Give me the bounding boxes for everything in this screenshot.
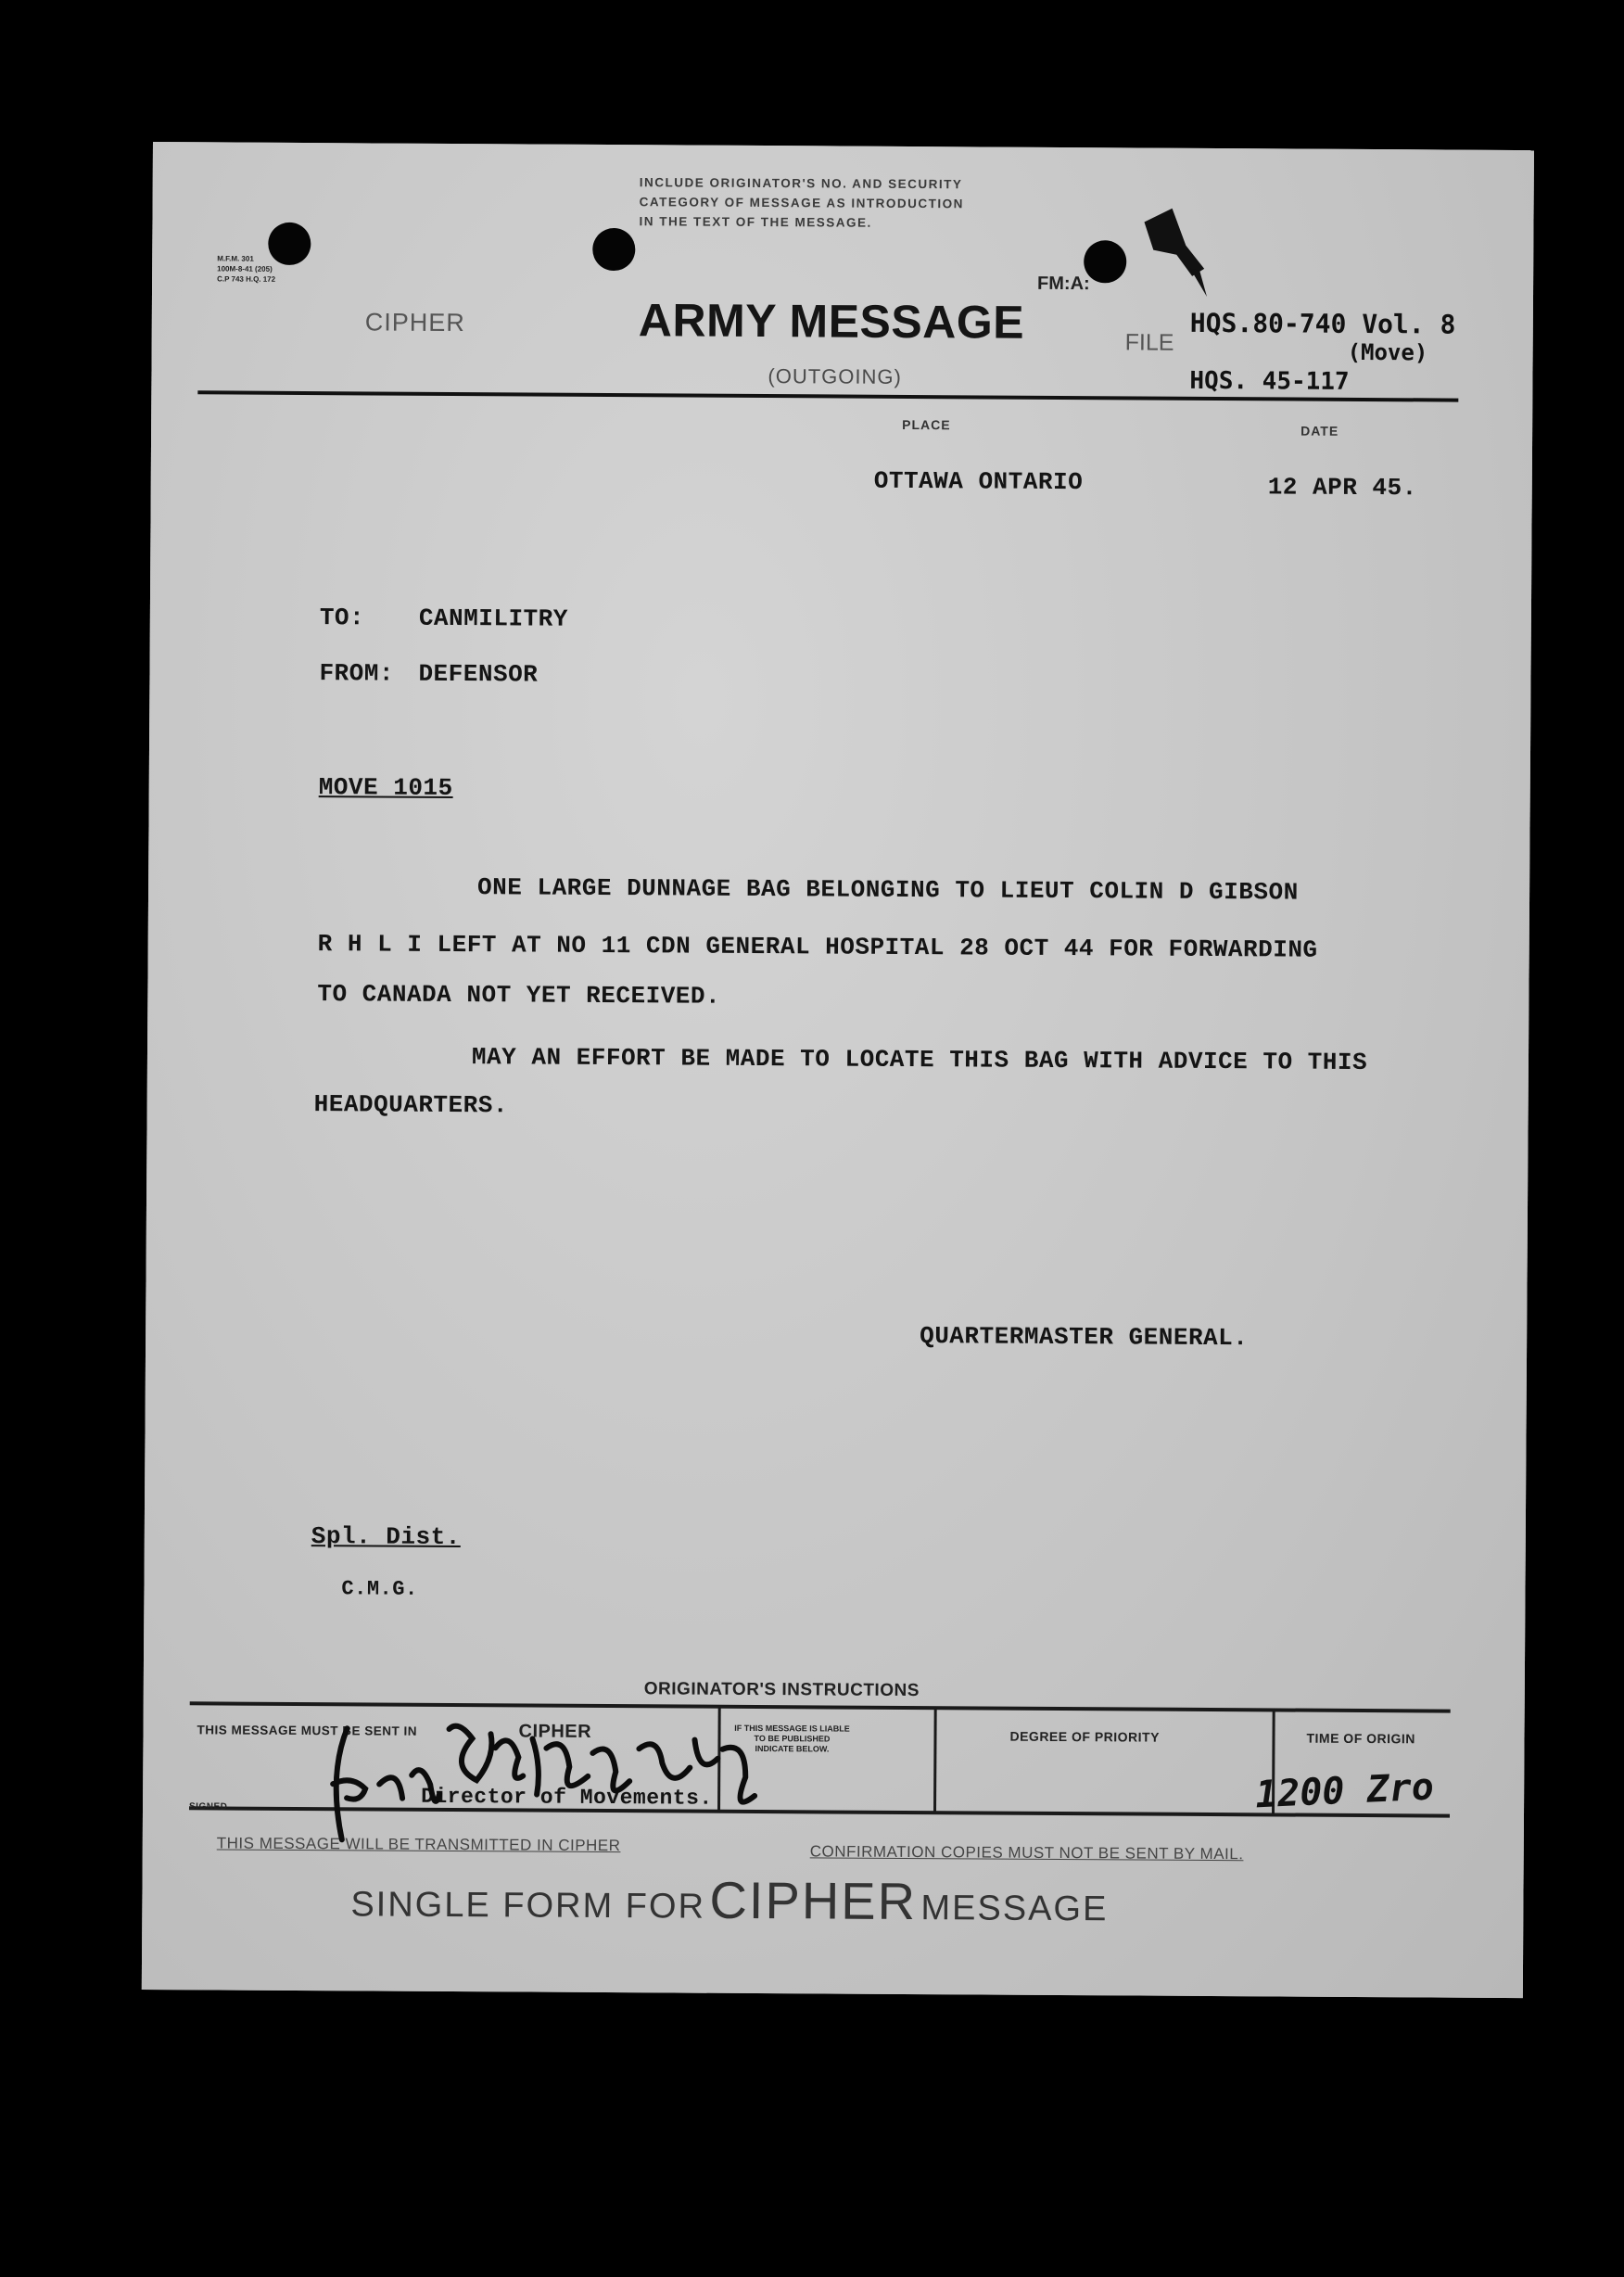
confirmation-note: CONFIRMATION COPIES MUST NOT BE SENT BY MAIL. bbox=[809, 1842, 1244, 1864]
message-line: HEADQUARTERS. bbox=[313, 1090, 509, 1120]
message-line: TO CANADA NOT YET RECEIVED. bbox=[317, 980, 721, 1011]
publish-note: IF THIS MESSAGE IS LIABLE TO BE PUBLISHED INDICATE BELOW. bbox=[734, 1723, 850, 1754]
punch-hole bbox=[592, 228, 635, 271]
message-reference: MOVE 1015 bbox=[318, 773, 453, 802]
arrow-stamp-icon bbox=[1135, 203, 1210, 305]
distribution-value: C.M.G. bbox=[341, 1577, 418, 1601]
punch-hole bbox=[1084, 240, 1126, 283]
message-line: ONE LARGE DUNNAGE BAG BELONGING TO LIEUT COLIN D GIBSON bbox=[477, 873, 1299, 907]
distribution-label: Spl. Dist. bbox=[311, 1522, 461, 1552]
file-label: FILE bbox=[1124, 329, 1174, 356]
priority-label: DEGREE OF PRIORITY bbox=[1009, 1728, 1161, 1745]
form-footer-title: SINGLE FORM FOR CIPHER MESSAGE bbox=[350, 1870, 1109, 1931]
send-method-value: CIPHER bbox=[518, 1721, 592, 1742]
message-line: R H L I LEFT AT NO 11 CDN GENERAL HOSPITAL 28 OCT 44 FOR FORWARDING bbox=[317, 930, 1318, 964]
place-label: PLACE bbox=[902, 416, 951, 433]
form-title: ARMY MESSAGE bbox=[638, 294, 1025, 349]
form-subtitle: (OUTGOING) bbox=[768, 364, 902, 388]
security-instruction-note: INCLUDE ORIGINATOR'S NO. AND SECURITY CATEGORY OF MESSAGE AS INTRODUCTION IN THE TEXT OF THE MESSAGE. bbox=[639, 175, 964, 230]
signed-label: SIGNED bbox=[188, 1801, 228, 1813]
file-ref-secondary: HQS. 45-117 bbox=[1189, 366, 1350, 396]
transmission-note: THIS MESSAGE WILL BE TRANSMITTED IN CIPHER bbox=[216, 1834, 621, 1855]
cell-divider bbox=[933, 1708, 937, 1812]
to-value: CANMILITRY bbox=[418, 604, 568, 633]
time-of-origin-value: 1200 Zro bbox=[1254, 1765, 1435, 1817]
instructions-title: ORIGINATOR'S INSTRUCTIONS bbox=[643, 1679, 920, 1701]
send-method-label: THIS MESSAGE MUST BE SENT IN bbox=[197, 1723, 418, 1738]
date-value: 12 APR 45. bbox=[1267, 473, 1417, 502]
file-ref-move: (Move) bbox=[1347, 338, 1428, 366]
message-line: MAY AN EFFORT BE MADE TO LOCATE THIS BAG WITH ADVICE TO THIS bbox=[471, 1043, 1368, 1077]
file-ref-primary: HQS.80-740 Vol. 8 bbox=[1189, 307, 1456, 340]
from-label: FROM: bbox=[319, 659, 395, 688]
place-value: OTTAWA ONTARIO bbox=[873, 466, 1084, 497]
to-label: TO: bbox=[319, 604, 365, 632]
from-value: DEFENSOR bbox=[418, 659, 539, 689]
date-label: DATE bbox=[1300, 423, 1339, 439]
fm-mark: FM:A: bbox=[1037, 273, 1090, 295]
signed-by: Director of Movements. bbox=[421, 1784, 713, 1811]
signature-block: QUARTERMASTER GENERAL. bbox=[920, 1322, 1249, 1353]
army-message-form bbox=[142, 142, 1534, 1998]
form-codes: M.F.M. 301 100M-8-41 (205) C.P 743 H.Q. 172 bbox=[217, 254, 276, 284]
cipher-label: CIPHER bbox=[364, 308, 465, 337]
time-of-origin-label: TIME OF ORIGIN bbox=[1306, 1730, 1416, 1747]
